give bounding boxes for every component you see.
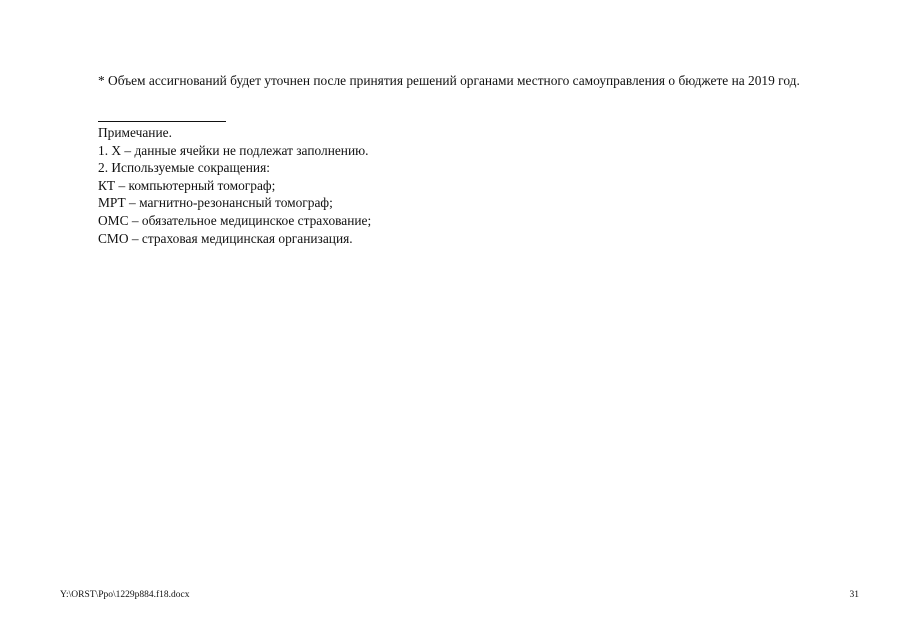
note-line: 2. Используемые сокращения: (98, 160, 270, 176)
notes-separator-line (98, 121, 226, 122)
page-number: 31 (849, 590, 859, 600)
note-line: КТ – компьютерный томограф; (98, 177, 276, 193)
footer-file-path: Y:\ORST\Ppo\1229p884.f18.docx (60, 590, 190, 600)
note-line: ОМС – обязательное медицинское страхование; (98, 212, 372, 228)
note-line: 1. Х – данные ячейки не подлежат заполнению. (98, 142, 369, 158)
budget-footnote: * Объем ассигнований будет уточнен после принятия решений органами местного самоуправления о бюджете на 2019 год. (98, 73, 800, 88)
note-line: МРТ – магнитно-резонансный томограф; (98, 195, 333, 211)
note-line: СМО – страховая медицинская организация. (98, 230, 353, 246)
notes-heading: Примечание. (98, 125, 172, 140)
notes-block (98, 124, 798, 247)
